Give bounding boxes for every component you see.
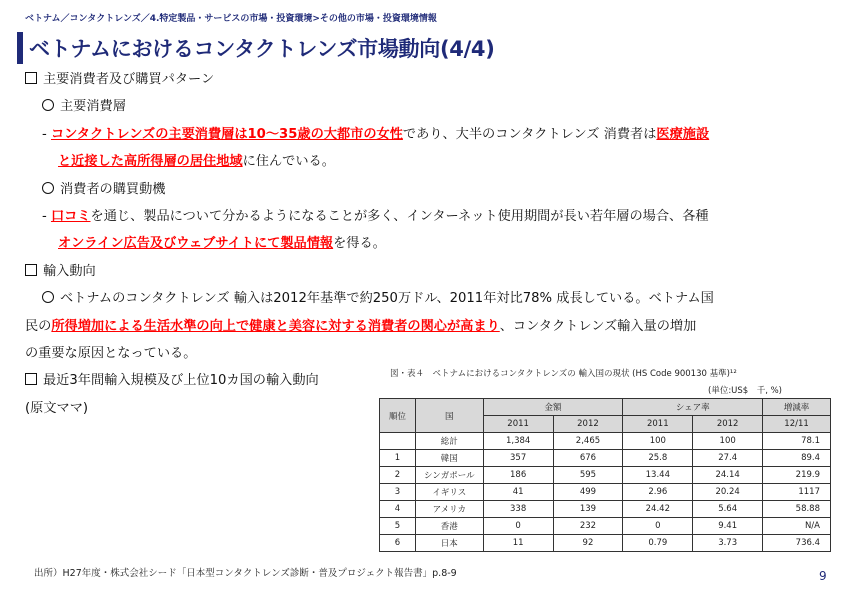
header-year-2012: 2012 xyxy=(553,416,623,433)
table-row xyxy=(380,433,831,450)
cell-amount-2011: 1,384 xyxy=(483,433,553,450)
header-amount: 金額 xyxy=(483,399,623,416)
bullet-purchase-motive: - 口コミを通じ、製品について分かるようになることが多く、インターネット使用期間が長い若年層の場合、各種 xyxy=(42,209,709,225)
table-unit: (単位:US$ 千, %) xyxy=(708,386,783,396)
cell-share-2012: 5.64 xyxy=(693,501,763,518)
section-consumers-heading: 主要消費者及び購買パターン xyxy=(25,66,825,93)
cell-country: 韓国 xyxy=(415,450,483,467)
cell-amount-2011: 186 xyxy=(483,467,553,484)
cell-share-2011: 24.42 xyxy=(623,501,693,518)
circle-bullet-icon xyxy=(42,182,54,194)
cell-share-2012: 24.14 xyxy=(693,467,763,484)
cell-amount-2011: 0 xyxy=(483,518,553,535)
cell-rank xyxy=(380,433,416,450)
circle-bullet-icon xyxy=(42,99,54,111)
source-note: 出所）H27年度・株式会社シード「日本型コンタクトレンズ診断・普及プロジェクト報告書」p.8-9 xyxy=(34,568,457,579)
cell-amount-2012: 2,465 xyxy=(553,433,623,450)
header-period: 12/11 xyxy=(763,416,831,433)
cell-growth: 78.1 xyxy=(763,433,831,450)
section-import-trend-heading: 最近3年間輸入規模及び上位10カ国の輸入動向 xyxy=(25,367,825,394)
header-growth: 増減率 xyxy=(763,399,831,416)
table-row xyxy=(380,484,831,501)
cell-growth: 58.88 xyxy=(763,501,831,518)
title-accent-bar xyxy=(17,32,23,64)
cell-amount-2011: 41 xyxy=(483,484,553,501)
breadcrumb: ベトナム／コンタクトレンズ／4.特定製品・サービスの市場・投資環境>その他の市場・投資環境情報 xyxy=(25,14,437,24)
cell-growth: N/A xyxy=(763,518,831,535)
highlight-text: 口コミ xyxy=(50,209,91,225)
cell-growth: 89.4 xyxy=(763,450,831,467)
cell-amount-2012: 92 xyxy=(553,535,623,552)
cell-share-2012: 20.24 xyxy=(693,484,763,501)
header-rank: 順位 xyxy=(380,399,416,433)
cell-share-2011: 0 xyxy=(623,518,693,535)
cell-share-2012: 100 xyxy=(693,433,763,450)
cell-country: イギリス xyxy=(415,484,483,501)
section-import-heading: 輸入動向 xyxy=(25,258,825,285)
cell-amount-2012: 499 xyxy=(553,484,623,501)
header-year-2012: 2012 xyxy=(693,416,763,433)
import-paragraph-line3: の重要な原因となっている。 xyxy=(25,346,197,362)
header-share: シェア率 xyxy=(623,399,763,416)
cell-amount-2011: 338 xyxy=(483,501,553,518)
cell-share-2012: 27.4 xyxy=(693,450,763,467)
page-title: ベトナムにおけるコンタクトレンズ市場動向(4/4) xyxy=(29,37,495,61)
cell-country: シンガポール xyxy=(415,467,483,484)
cell-amount-2011: 11 xyxy=(483,535,553,552)
cell-rank: 4 xyxy=(380,501,416,518)
cell-growth: 1117 xyxy=(763,484,831,501)
cell-rank: 2 xyxy=(380,467,416,484)
bullet-purchase-motive-cont: オンライン広告及びウェブサイトにて製品情報を得る。 xyxy=(58,236,386,252)
cell-rank: 1 xyxy=(380,450,416,467)
cell-share-2011: 100 xyxy=(623,433,693,450)
highlight-text: オンライン広告及びウェブサイトにて製品情報 xyxy=(58,236,334,252)
cell-share-2012: 3.73 xyxy=(693,535,763,552)
cell-country: 日本 xyxy=(415,535,483,552)
import-table xyxy=(379,398,831,552)
square-bullet-icon xyxy=(25,264,37,276)
circle-bullet-icon xyxy=(42,291,54,303)
table-row xyxy=(380,535,831,552)
square-bullet-icon xyxy=(25,373,37,385)
cell-growth: 736.4 xyxy=(763,535,831,552)
table-row xyxy=(380,501,831,518)
highlight-text: コンタクトレンズの主要消費層は10～35歳の大都市の女性 xyxy=(50,126,403,142)
cell-growth: 219.9 xyxy=(763,467,831,484)
cell-amount-2012: 676 xyxy=(553,450,623,467)
table-row xyxy=(380,467,831,484)
cell-rank: 5 xyxy=(380,518,416,535)
cell-amount-2012: 139 xyxy=(553,501,623,518)
cell-share-2011: 2.96 xyxy=(623,484,693,501)
cell-share-2011: 25.8 xyxy=(623,450,693,467)
import-paragraph-line1: ベトナムのコンタクトレンズ 輸入は2012年基準で約250万ドル、2011年対比78% 成長している。ベトナム国 xyxy=(25,285,825,312)
original-text-note: (原文ママ) xyxy=(25,400,89,416)
sub-main-consumers: 主要消費層 xyxy=(25,93,825,120)
highlight-text: 医療施設 xyxy=(656,126,710,142)
cell-amount-2011: 357 xyxy=(483,450,553,467)
cell-rank: 6 xyxy=(380,535,416,552)
cell-rank: 3 xyxy=(380,484,416,501)
table-row xyxy=(380,450,831,467)
page-number: 9 xyxy=(819,569,827,583)
header-year-2011: 2011 xyxy=(623,416,693,433)
table-row xyxy=(380,518,831,535)
cell-share-2011: 0.79 xyxy=(623,535,693,552)
sub-purchase-motive: 消費者の購買動機 xyxy=(25,176,825,203)
cell-country: 総計 xyxy=(415,433,483,450)
cell-country: 香港 xyxy=(415,518,483,535)
bullet-main-consumers-cont: と近接した高所得層の居住地域に住んでいる。 xyxy=(58,154,335,170)
bullet-main-consumers: - コンタクトレンズの主要消費層は10～35歳の大都市の女性であり、大半のコンタクトレンズ 消費者は医療施設 xyxy=(42,126,710,142)
highlight-text: と近接した高所得層の居住地域 xyxy=(58,154,243,170)
header-year-2011: 2011 xyxy=(483,416,553,433)
square-bullet-icon xyxy=(25,72,37,84)
header-country: 国 xyxy=(415,399,483,433)
cell-amount-2012: 595 xyxy=(553,467,623,484)
highlight-text: 所得増加による生活水準の向上で健康と美容に対する消費者の関心が高まり xyxy=(51,318,500,334)
cell-amount-2012: 232 xyxy=(553,518,623,535)
cell-country: アメリカ xyxy=(415,501,483,518)
table-title: 図・表４ ベトナムにおけるコンタクトレンズの 輸入国の現状 (HS Code 900130 基準)¹² xyxy=(390,369,737,379)
import-paragraph-line2: 民の所得増加による生活水準の向上で健康と美容に対する消費者の関心が高まり、コンタクトレンズ輸入量の増加 xyxy=(25,318,697,334)
cell-share-2012: 9.41 xyxy=(693,518,763,535)
cell-share-2011: 13.44 xyxy=(623,467,693,484)
